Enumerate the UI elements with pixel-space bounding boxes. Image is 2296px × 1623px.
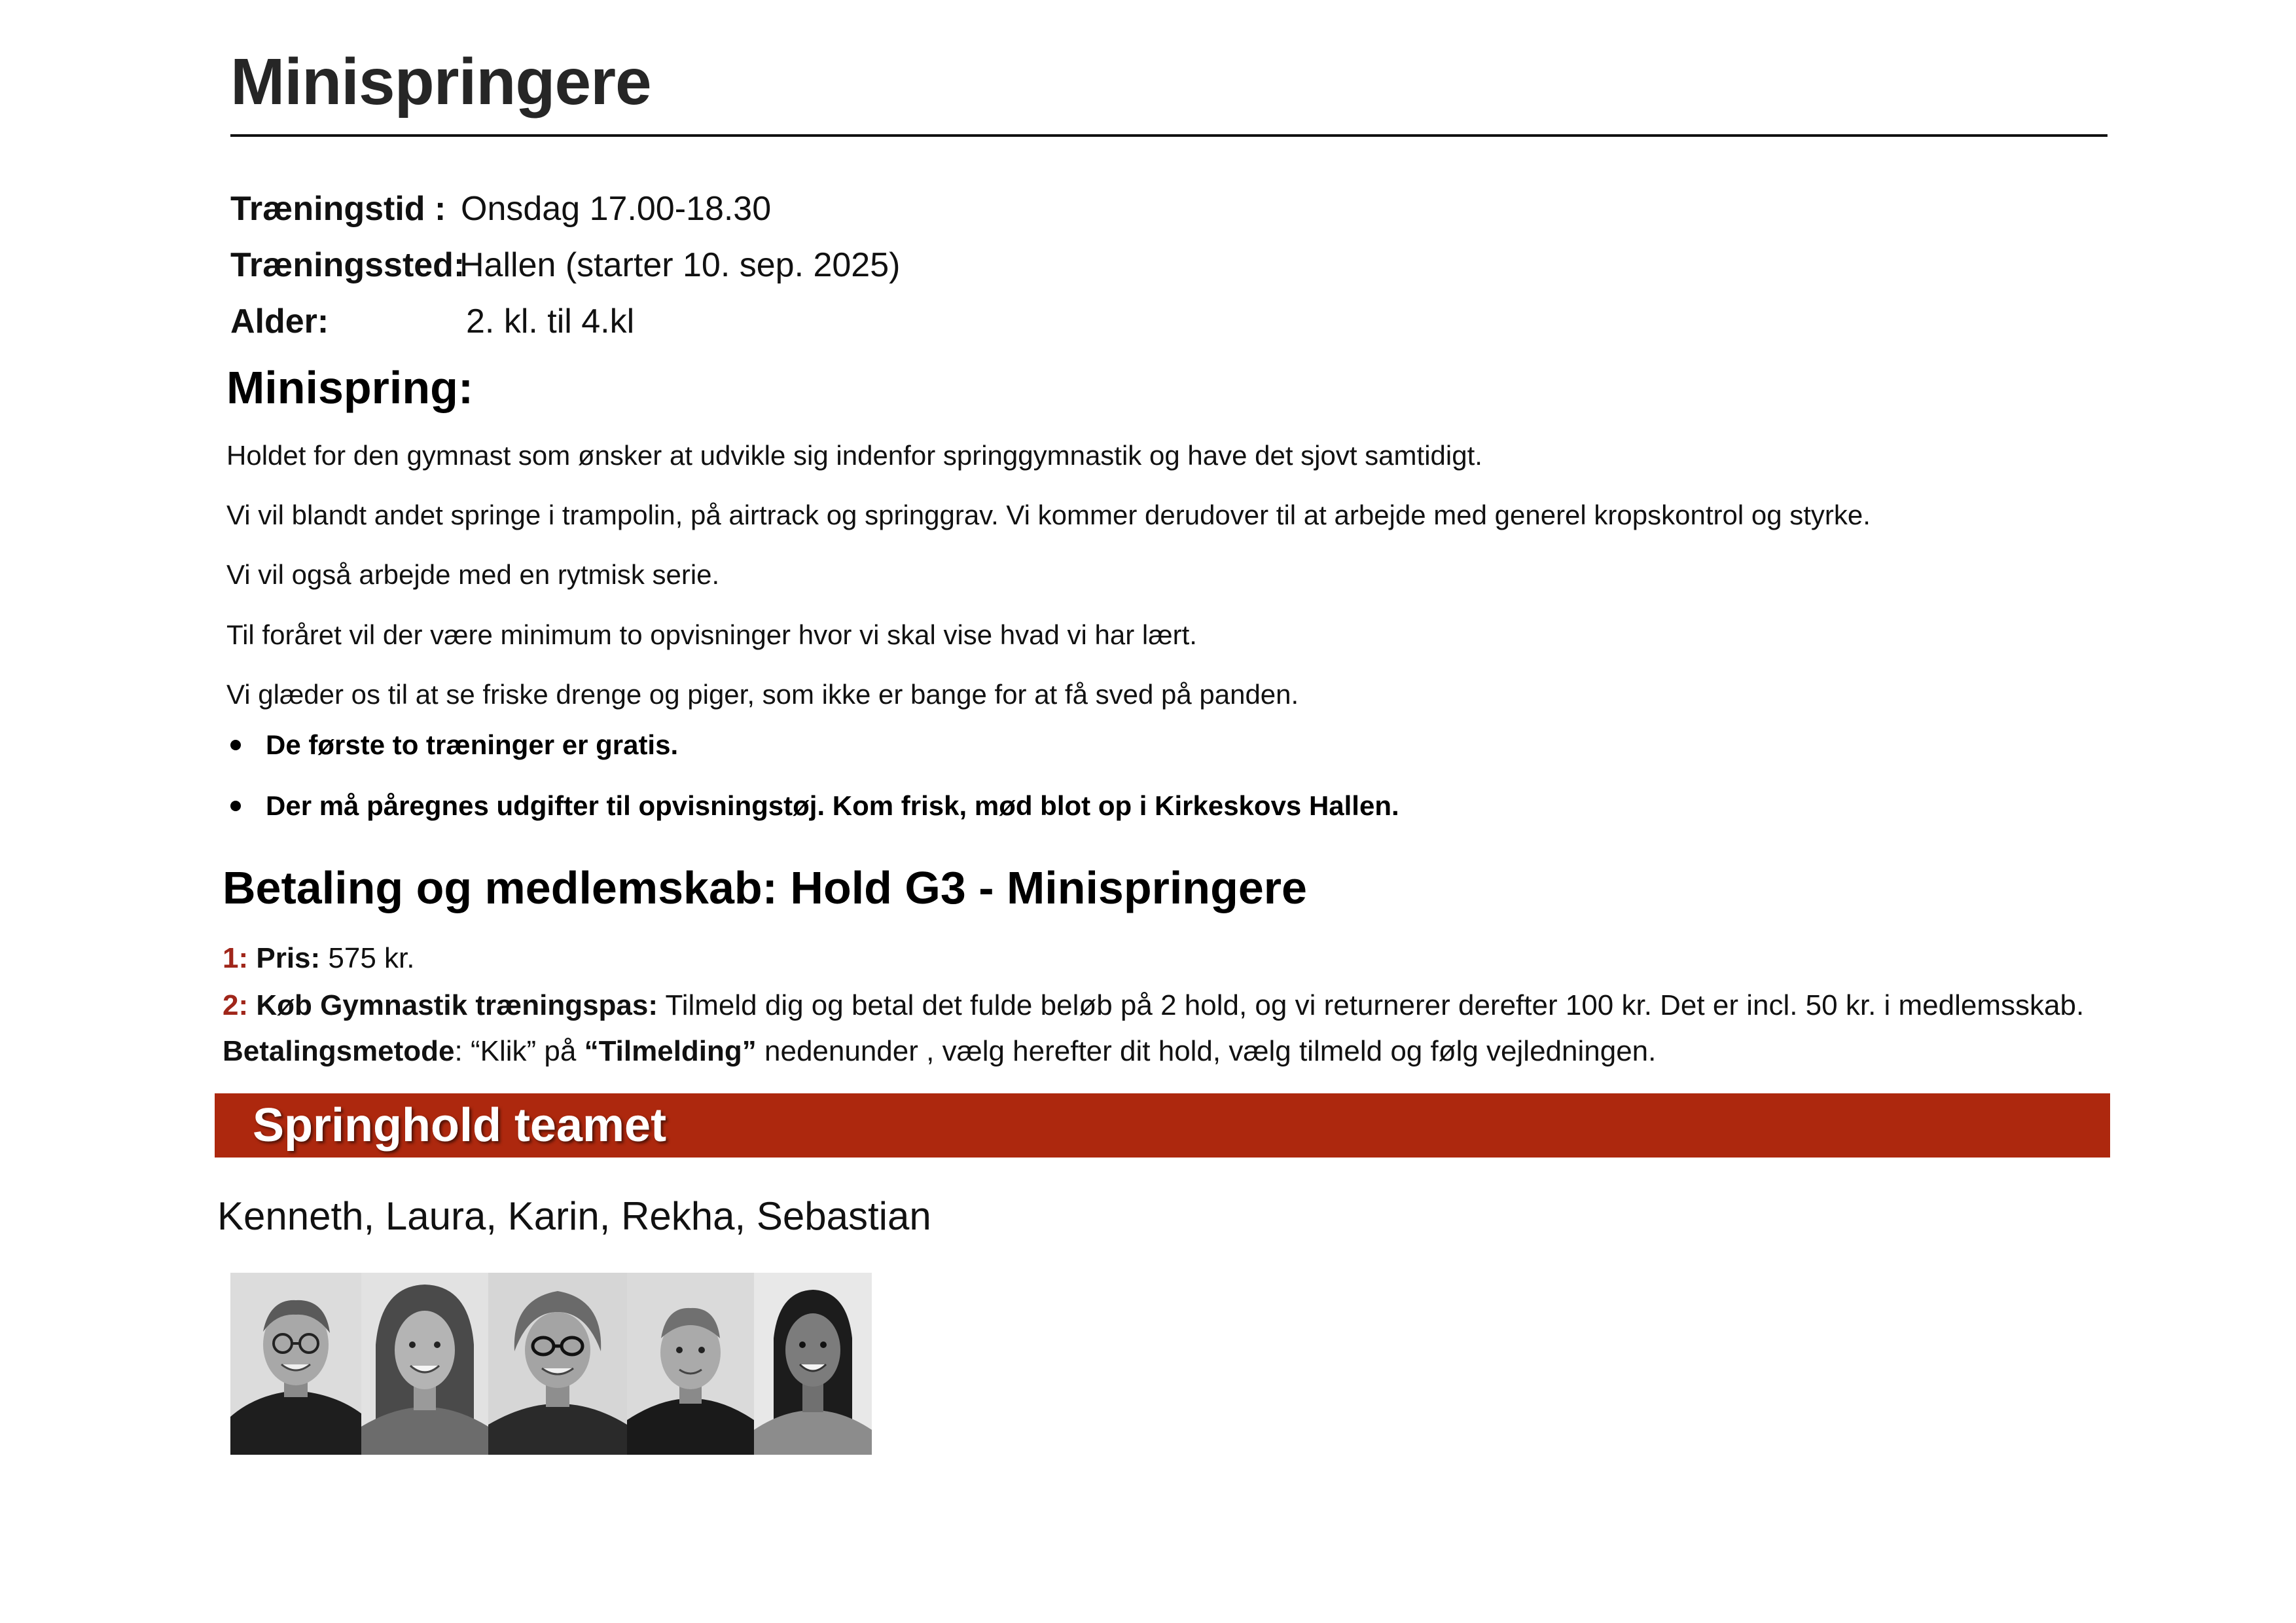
info-label: Træningstid :	[230, 190, 446, 228]
payment-item-pass	[223, 984, 2084, 1027]
team-names: Kenneth, Laura, Karin, Rekha, Sebastian	[217, 1194, 931, 1238]
payment-method	[223, 1030, 1656, 1073]
info-label: Alder:	[230, 302, 329, 340]
payment-item-price	[223, 937, 415, 980]
team-photo	[361, 1273, 488, 1455]
section-heading-payment: Betaling og medlemskab: Hold G3 - Minispringere	[223, 862, 1307, 913]
item-number: 1:	[223, 942, 249, 974]
method-text: nedenunder , vælg herefter dit hold, vælg tilmeld og følg vejledningen.	[756, 1035, 1657, 1067]
method-label: Betalingsmetode	[223, 1035, 455, 1067]
paragraph: Til foråret vil der være minimum to opvisninger hvor vi skal vise hvad vi har lært.	[226, 619, 1197, 650]
section-heading-minispring: Minispring:	[226, 362, 474, 413]
team-banner	[215, 1093, 2110, 1158]
method-text: : “Klik” på	[454, 1035, 584, 1067]
bullet-text: De første to træninger er gratis.	[266, 729, 679, 760]
paragraph: Vi vil blandt andet springe i trampolin, på airtrack og springgrav. Vi kommer derudover til at arbejde med generel kropskontrol og styrke.	[226, 500, 1871, 530]
team-photo	[230, 1273, 361, 1455]
info-label: Træningssted:	[230, 246, 465, 284]
paragraph: Vi vil også arbejde med en rytmisk serie.	[226, 559, 720, 590]
item-text: 575 kr.	[320, 942, 415, 974]
info-row-training-time	[230, 186, 1147, 232]
bullet-item	[230, 786, 1670, 826]
info-value: Hallen (starter 10. sep. 2025)	[459, 246, 901, 284]
team-photo	[627, 1273, 754, 1455]
bullet-dot-icon	[230, 740, 241, 750]
bullet-item	[230, 725, 1670, 765]
team-banner-title: Springhold teamet	[253, 1099, 667, 1152]
item-label: Køb Gymnastik træningspas:	[256, 989, 658, 1021]
paragraph: Vi glæder os til at se friske drenge og piger, som ikke er bange for at få sved på panden.	[226, 679, 1299, 710]
team-photo	[754, 1273, 872, 1455]
title-divider	[230, 134, 2108, 137]
bullet-dot-icon	[230, 801, 241, 811]
team-photo	[488, 1273, 627, 1455]
item-text: Tilmeld dig og betal det fulde beløb på 2 hold, og vi returnerer derefter 100 kr. Det er incl. 50 kr. i medlemsskab.	[658, 989, 2085, 1021]
info-row-age	[230, 299, 1147, 344]
info-value: 2. kl. til 4.kl	[466, 302, 635, 340]
info-row-training-place	[230, 242, 1147, 288]
item-number: 2:	[223, 989, 249, 1021]
team-photo-strip	[230, 1273, 872, 1455]
item-label: Pris:	[256, 942, 321, 974]
paragraph: Holdet for den gymnast som ønsker at udvikle sig indenfor springgymnastik og have det sjovt samtidigt.	[226, 440, 1482, 471]
bullet-text: Der må påregnes udgifter til opvisningstøj. Kom frisk, mød blot op i Kirkeskovs Hallen.	[266, 790, 1399, 821]
registration-link[interactable]: “Tilmelding”	[584, 1035, 757, 1067]
page-title: Minispringere	[230, 45, 651, 119]
info-value: Onsdag 17.00-18.30	[461, 190, 772, 228]
